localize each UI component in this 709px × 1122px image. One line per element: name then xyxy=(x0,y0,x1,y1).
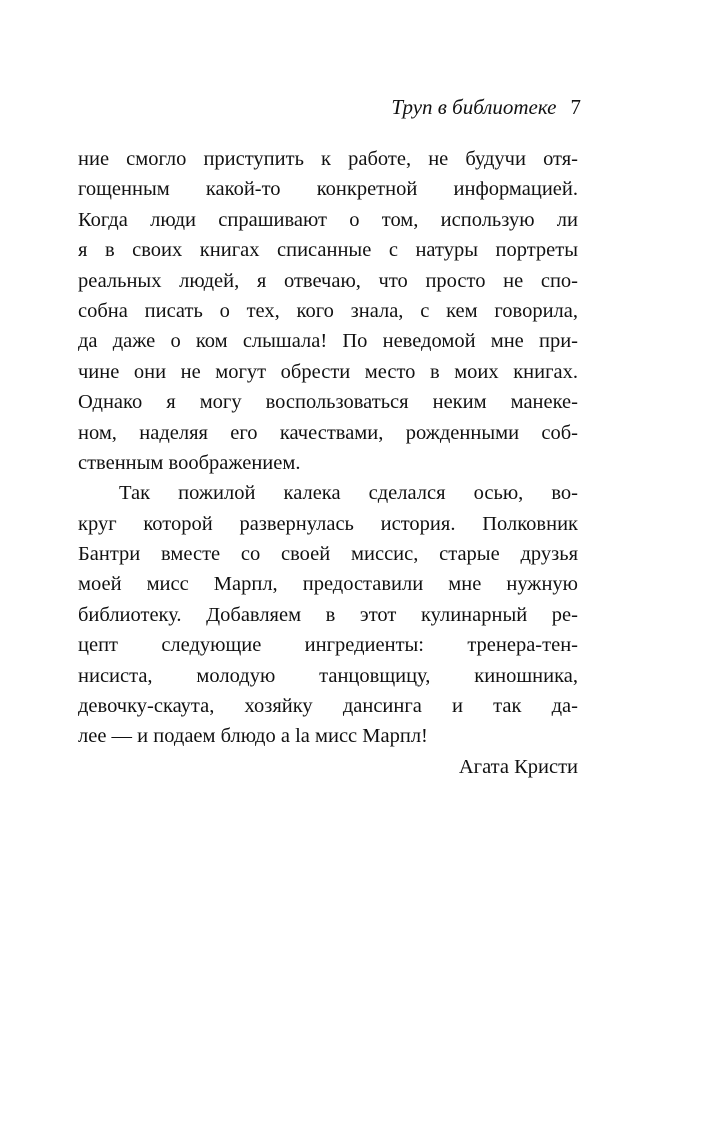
text-line: Однако я могу воспользоваться неким манеке- xyxy=(78,391,578,414)
text-line: девочку-скаута, хозяйку дансинга и так да- xyxy=(78,695,578,718)
text-line: библиотеку. Добавляем в этот кулинарный ре- xyxy=(78,603,578,626)
text-line: реальных людей, я отвечаю, что просто не спо- xyxy=(78,269,578,292)
text-line: Когда люди спрашивают о том, использую ли xyxy=(78,208,578,231)
text-line: чине они не могут обрести место в моих книгах. xyxy=(78,360,578,383)
text-line: Бантри вместе со своей миссис, старые друзья xyxy=(78,543,578,566)
text-line: цепт следующие ингредиенты: тренера-тен- xyxy=(78,634,578,657)
text-line: моей мисс Марпл, предоставили мне нужную xyxy=(78,573,578,596)
text-line: собна писать о тех, кого знала, с кем говорила, xyxy=(78,299,578,322)
text-line: Так пожилой калека сделался осью, во- xyxy=(119,482,578,505)
text-line: гощенным какой-то конкретной информацией. xyxy=(78,178,578,201)
page-number: 7 xyxy=(570,95,581,119)
text-line: круг которой развернулась история. Полковник xyxy=(78,512,578,535)
text-line: да даже о ком слышала! По неведомой мне при- xyxy=(78,330,578,353)
text-line: нисиста, молодую танцовщицу, киношника, xyxy=(78,664,578,687)
text-line: ном, наделяя его качествами, рожденными соб- xyxy=(78,421,578,444)
author-signature: Агата Кристи xyxy=(458,755,578,778)
text-line: лее — и подаем блюдо a la мисс Марпл! xyxy=(78,725,428,748)
text-line: ственным воображением. xyxy=(78,451,301,474)
running-head-title: Труп в библиотеке xyxy=(391,95,557,119)
text-line: ние смогло приступить к работе, не будучи отя- xyxy=(78,148,578,170)
running-head xyxy=(391,95,581,119)
body-text xyxy=(78,144,578,782)
text-line: я в своих книгах списанные с натуры портреты xyxy=(78,239,578,262)
